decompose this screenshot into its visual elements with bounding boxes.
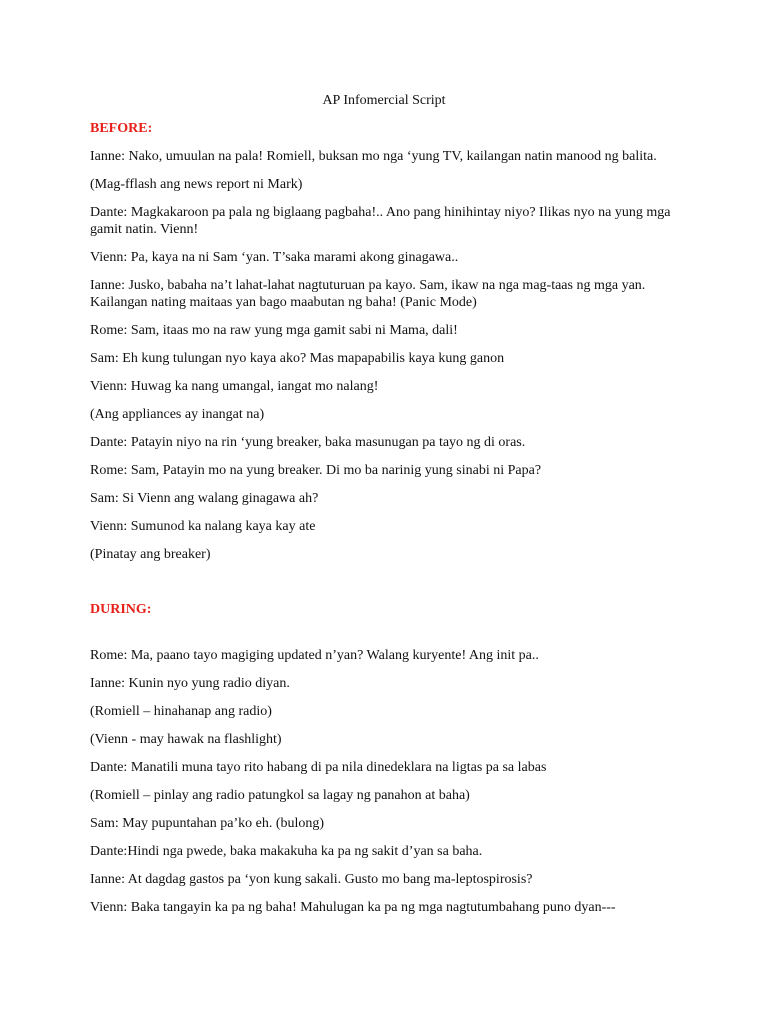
script-title: AP Infomercial Script	[322, 93, 446, 108]
script-line: Vienn: Sumunod ka nalang kaya kay ate	[90, 519, 316, 534]
script-line: Rome: Ma, paano tayo magiging updated n’yan? Walang kuryente! Ang init pa..	[90, 648, 539, 663]
section-label-during: DURING:	[90, 602, 152, 617]
script-line: Dante: Patayin niyo na rin ‘yung breaker, baka masunugan pa tayo ng di oras.	[90, 435, 526, 450]
script-line: Vienn: Baka tangayin ka pa ng baha! Mahulugan ka pa ng mga nagtutumbahang puno dyan---	[90, 900, 616, 915]
script-line: (Romiell – pinlay ang radio patungkol sa lagay ng panahon at baha)	[90, 788, 470, 803]
script-line: Dante: Magkakaroon pa pala ng biglaang pagbaha!.. Ano pang hinihintay niyo? Ilikas nyo na yung mga gamit natin. Vienn!	[90, 205, 671, 237]
script-line: Ianne: At dagdag gastos pa ‘yon kung sakali. Gusto mo bang ma-leptospirosis?	[90, 872, 533, 887]
script-line: Sam: Si Vienn ang walang ginagawa ah?	[90, 491, 319, 506]
script-line: (Ang appliances ay inangat na)	[90, 407, 265, 422]
script-line: Sam: May pupuntahan pa’ko eh. (bulong)	[90, 816, 325, 831]
script-line: Ianne: Jusko, babaha na’t lahat-lahat nagtuturuan pa kayo. Sam, ikaw na nga mag-taas ng mga yan. Kailangan nating maitaas yan bago maabutan ng baha! (Panic Mode)	[90, 278, 646, 310]
script-line: Ianne: Nako, umuulan na pala! Romiell, buksan mo nga ‘yung TV, kailangan natin manood ng balita.	[90, 149, 657, 164]
script-line: (Romiell – hinahanap ang radio)	[90, 704, 272, 719]
script-line: Vienn: Huwag ka nang umangal, iangat mo nalang!	[90, 379, 379, 394]
script-line: Rome: Sam, Patayin mo na yung breaker. Di mo ba narinig yung sinabi ni Papa?	[90, 463, 542, 478]
script-line: Rome: Sam, itaas mo na raw yung mga gamit sabi ni Mama, dali!	[90, 323, 458, 338]
script-line: Dante:Hindi nga pwede, baka makakuha ka pa ng sakit d’yan sa baha.	[90, 844, 483, 859]
script-line: (Mag-fflash ang news report ni Mark)	[90, 177, 303, 192]
script-line: (Vienn - may hawak na flashlight)	[90, 732, 282, 747]
script-line: Ianne: Kunin nyo yung radio diyan.	[90, 676, 290, 691]
script-line: Dante: Manatili muna tayo rito habang di pa nila dinedeklara na ligtas pa sa labas	[90, 760, 547, 775]
section-label-before: BEFORE:	[90, 121, 153, 136]
script-body	[90, 120, 680, 927]
script-line: (Pinatay ang breaker)	[90, 547, 211, 562]
script-line: Vienn: Pa, kaya na ni Sam ‘yan. T’saka marami akong ginagawa..	[90, 250, 459, 265]
script-line: Sam: Eh kung tulungan nyo kaya ako? Mas mapapabilis kaya kung ganon	[90, 351, 505, 366]
